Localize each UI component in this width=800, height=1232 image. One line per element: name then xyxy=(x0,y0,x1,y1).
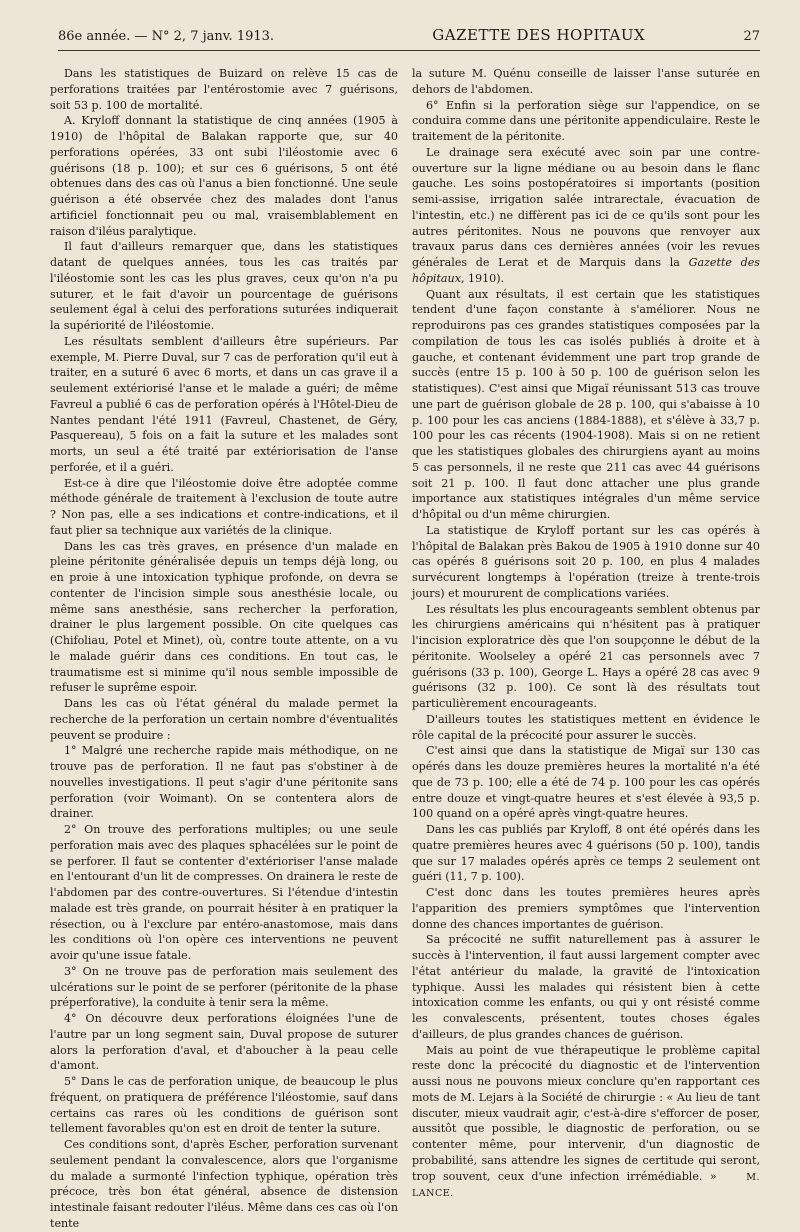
header-rule xyxy=(58,50,760,51)
author-signature: M. LANCE. xyxy=(412,1171,761,1200)
paragraph: Sa précocité ne suffit naturellement pas à assurer le succès à l'intervention, il faut aussi largement compter avec l'état antérieur du malade, la gravité de l'intoxication typhique. Aussi les malades qui résistent bien à cette intoxication comme les enfants, ou qui y ont résisté comme les convalescents, présentent, toutes choses égales d'ailleurs, de plus grandes chances de guérison. xyxy=(412,933,760,1041)
right-column xyxy=(412,66,760,1202)
paragraph: Quant aux résultats, il est certain que les statistiques tendent d'une façon constante à s'améliorer. Nous ne reproduirons pas ces grandes statistiques composées par la compilation de tous les cas isolés publiés à droite et à gauche, et contenant évidemment une part trop grande de succès (entre 15 p. 100 à 50 p. 100 de guérison selon les statistiques). C'est ainsi que Migaï réunissant 513 cas trouve une part de guérison globale de 28 p. 100, qui s'abaisse à 10 p. 100 pour les cas anciens (1884-1888), et s'élève à 33,7 p. 100 pour les cas récents (1904-1908). Mais si on ne retient que les statistiques globales des chirurgiens ayant au moins 5 cas personnels, il ne reste que 211 cas avec 44 guérisons soit 21 p. 100. Il faut donc attacher une plus grande importance aux statistiques intégrales d'un même service d'hôpital ou d'un même chirurgien. xyxy=(412,287,760,521)
paragraph: Dans les statistiques de Buizard on relève 15 cas de perforations traitées par l'entérostomie avec 7 guérisons, soit 53 p. 100 de mortalité. xyxy=(50,67,398,112)
paragraph-continued: la suture M. Quénu conseille de laisser l'anse suturée en dehors de l'abdomen. xyxy=(412,67,760,96)
paragraph-text: , 1910). xyxy=(460,271,505,285)
paragraph: Dans les cas où l'état général du malade permet la recherche de la perforation un certain nombre d'éventualités peuvent se produire : xyxy=(50,697,398,742)
issue-info: 86e année. — N° 2, 7 janv. 1913. xyxy=(58,29,275,44)
paragraph: A. Kryloff donnant la statistique de cinq années (1905 à 1910) de l'hôpital de Balakan rapporte que, sur 40 perforations opérées, 33 ont subi l'iléostomie avec 6 guérisons (18 p. 100); et sur ces 6 guérisons, 5 ont été obtenues dans des cas où l'anus a bien fonctionné. Une seule guérison a été observée chez des malades dont l'anus artificiel fonctionnait peu ou mal, vraisemblablement en raison d'iléus paralytique. xyxy=(50,114,398,238)
paragraph: Il faut d'ailleurs remarquer que, dans les statistiques datant de quelques années, tous les cas traités par l'iléostomie sont les cas les plus graves, ceux qu'on n'a pu suturer, et le fait d'avoir un pourcentage de guérisons seulement égal à celui des perforations suturées indiquerait la supériorité de l'iléostomie. xyxy=(50,240,398,332)
paragraph: C'est ainsi que dans la statistique de Migaï sur 130 cas opérés dans les douze premières heures la mortalité n'a été que de 73 p. 100; elle a été de 74 p. 100 pour les cas opérés entre douze et vingt-quatre heures et s'est élevée à 93,5 p. 100 quand on a opéré après vingt-quatre heures. xyxy=(412,744,760,821)
paragraph: Dans les cas très graves, en présence d'un malade en pleine péritonite généralisée depuis un temps déjà long, ou en proie à une intoxication typhique profonde, on devra se contenter de l'incision simple sous anesthésie locale, ou même sans anesthésie, sans rechercher la perforation, drainer le plus largement possible. On cite quelques cas (Chifoliau, Potel et Minet), où, contre toute attente, on a vu le malade guérir dans ces conditions. En tout cas, le traumatisme est si minime qu'il nous semble impossible de refuser le suprême espoir. xyxy=(50,539,398,695)
running-header xyxy=(58,26,760,48)
paragraph: Les résultats semblent d'ailleurs être supérieurs. Par exemple, M. Pierre Duval, sur 7 cas de perforation qu'il eut à traiter, en a suturé 6 avec 6 morts, et dans un cas grave il a seulement extériorisé l'anse et le malade a guéri; de même Favreul a publié 6 cas de perforation opérés à l'Hôtel-Dieu de Nantes pendant l'été 1911 (Favreul, Chastenet, de Géry, Pasquereau), 5 fois on a fait la suture et les malades sont morts, un seul a été traité par extériorisation de l'anse perforée, et il a guéri. xyxy=(50,334,398,474)
paragraph: Dans les cas publiés par Kryloff, 8 ont été opérés dans les quatre premières heures avec 4 guérisons (50 p. 100), tandis que sur 17 malades opérés après ce temps 2 seulement ont guéri (11, 7 p. 100). xyxy=(412,823,760,884)
paragraph: 4° On découvre deux perforations éloignées l'une de l'autre par un long segment sain, Duval propose de suturer alors la perforation d'aval, et d'aboucher à la peau celle d'amont. xyxy=(50,1012,398,1073)
paragraph: Les résultats les plus encourageants semblent obtenus par les chirurgiens américains qui n'hésitent pas à pratiquer l'incision exploratrice dès que l'on soupçonne le début de la péritonite. Woolseley a opéré 21 cas personnels avec 7 guérisons (33 p. 100), George L. Hays a opéré 28 cas avec 9 guérisons (32 p. 100). Ce sont là des résultats tout particulièrement encourageants. xyxy=(412,602,760,710)
paragraph: D'ailleurs toutes les statistiques mettent en évidence le rôle capital de la précocité pour assurer le succès. xyxy=(412,712,760,742)
paragraph-text: Mais au point de vue thérapeutique le problème capital reste donc la précocité du diagnostic et de l'intervention aussi nous ne pouvons mieux conclure qu'en rapportant ces mots de M. Lejars à la Société de chirurgie : « Au lieu de tant discuter, mieux vaudrait agir, c'est-à-dire s'efforcer de poser, aussitôt que possible, le diagnostic de perforation, ou se contenter même, pour intervenir, d'un diagnostic de probabilité, sans attendre les signes de certitude qui seront, trop souvent, ceux d'une infection irrémédiable. » xyxy=(412,1043,760,1183)
paragraph: Ces conditions sont, d'après Escher, perforation survenant seulement pendant la convalescence, alors que l'organisme du malade a surmonté l'infection typhique, opération très précoce, très bon état général, absence de distension intestinale faisant redouter l'iléus. Même dans ces cas où l'on tente xyxy=(50,1138,398,1230)
journal-reference: Gazette des hôpitaux xyxy=(412,256,760,285)
paragraph: La statistique de Kryloff portant sur les cas opérés à l'hôpital de Balakan près Bakou de 1905 à 1910 donne sur 40 cas opérés 8 guérisons soit 20 p. 100, en plus 4 malades survécurent longtemps à l'opération (treize à trente-trois jours) et moururent de complications variées. xyxy=(412,523,760,600)
paragraph xyxy=(412,145,760,287)
left-column xyxy=(50,66,398,1232)
page-number: 27 xyxy=(743,29,760,44)
paragraph: 6° Enfin si la perforation siège sur l'appendice, on se conduira comme dans une péritonite appendiculaire. Reste le traitement de la péritonite. xyxy=(412,98,760,143)
paragraph: 2° On trouve des perforations multiples; ou une seule perforation mais avec des plaques sphacélées sur le point de se perforer. Il faut se contenter d'extérioriser l'anse malade en l'entourant d'un lit de compresses. On drainera le reste de l'abdomen par des contre-ouvertures. Si l'étendue d'intestin malade est très grande, on pourrait hésiter à en pratiquer la résection, ou à l'exclure par entéro-anastomose, mais dans les conditions où l'on opère ces interventions ne peuvent avoir qu'une issue fatale. xyxy=(50,823,398,962)
paragraph xyxy=(412,1043,760,1203)
journal-title: GAZETTE DES HOPITAUX xyxy=(432,26,646,44)
paragraph: 3° On ne trouve pas de perforation mais seulement des ulcérations sur le point de se perforer (péritonite de la phase préperforative), la conduite à tenir sera la même. xyxy=(50,964,398,1010)
paragraph: 5° Dans le cas de perforation unique, de beaucoup le plus fréquent, on pratiquera de préférence l'iléostomie, sauf dans certains cas rares où les conditions de guérison sont tellement favorables qu'on est en droit de tenter la suture. xyxy=(50,1075,398,1136)
paragraph-text: Le drainage sera exécuté avec soin par une contre-ouverture sur la ligne médiane ou au besoin dans le flanc gauche. Les soins postopératoires si importants (position semi-assise, irrigation salée intrarectale, évacuation de l'intestin, etc.) ne diffèrent pas ici de ce qu'ils sont pour les autres péritonites. Nous ne pouvons que renvoyer aux travaux parus dans ces dernières années (voir les revues générales de Lerat et de Marquis dans la xyxy=(412,145,760,269)
paragraph: C'est donc dans les toutes premières heures après l'apparition des premiers symptômes que l'intervention donne des chances importantes de guérison. xyxy=(412,886,760,931)
paragraph: 1° Malgré une recherche rapide mais méthodique, on ne trouve pas de perforation. Il ne faut pas s'obstiner à de nouvelles investigations. Il peut s'agir d'une péritonite sans perforation (voir Woimant). On se contentera alors de drainer. xyxy=(50,744,398,821)
paragraph: Est-ce à dire que l'iléostomie doive être adoptée comme méthode générale de traitement à l'exclusion de toute autre ? Non pas, elle a ses indications et contre-indications, et il faut plier sa technique aux variétés de la clinique. xyxy=(50,476,398,537)
